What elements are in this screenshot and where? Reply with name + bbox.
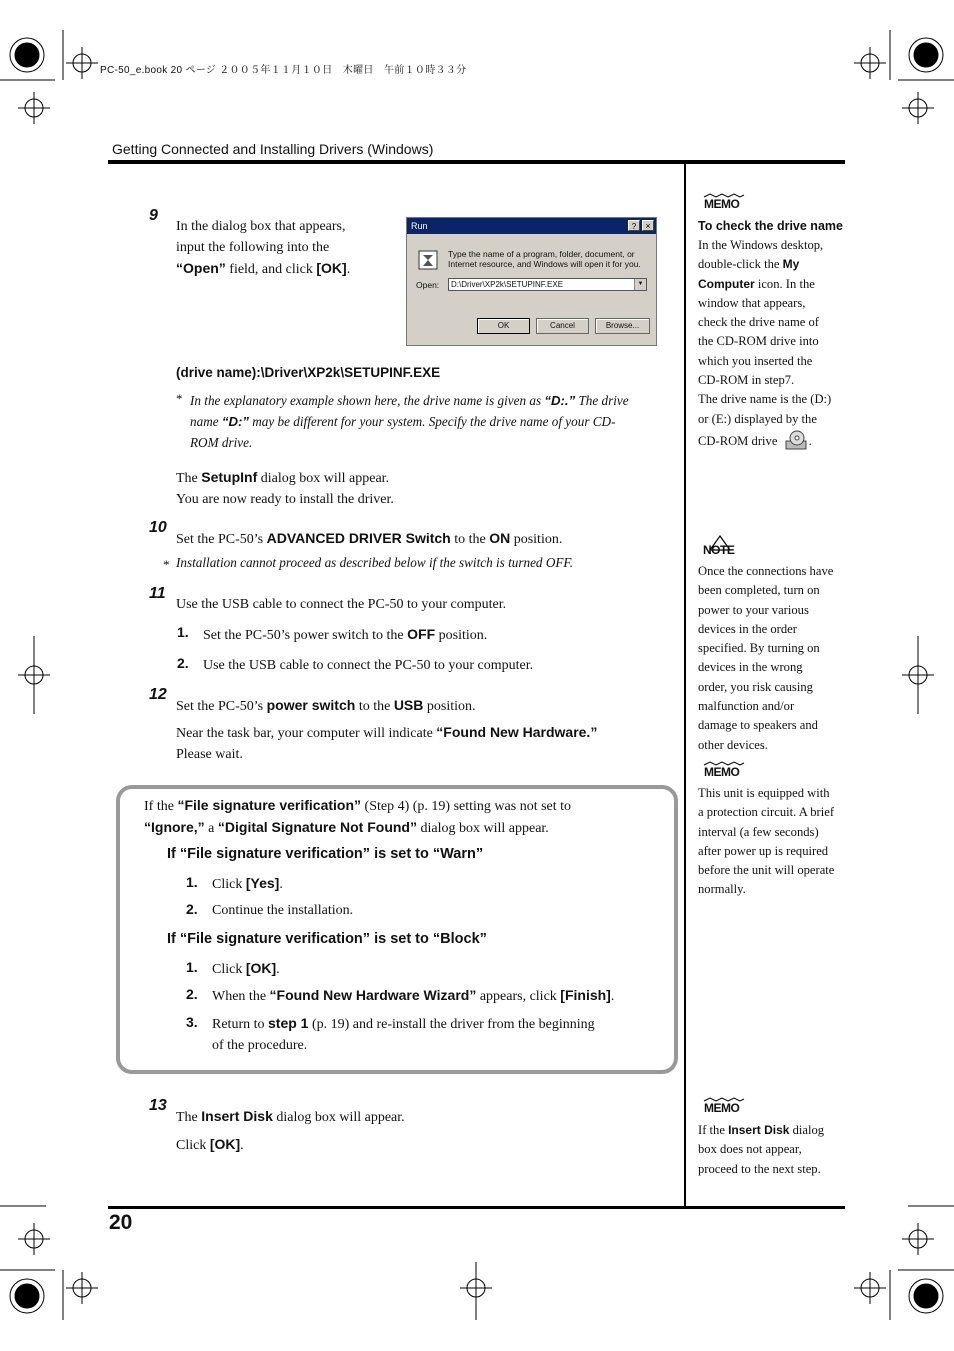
open-label: Open: <box>416 280 440 290</box>
memo2-body: This unit is equipped with a protection circuit. A brief interval (a few seconds) after power up is required before the unit will operate normally. <box>698 786 835 897</box>
cd-rom-drive-icon <box>785 429 809 451</box>
step-number-12: 12 <box>149 686 167 703</box>
block-heading: If “File signature verification” is set to “Block” <box>167 931 487 947</box>
memo-icon: MEMO <box>702 1097 746 1117</box>
close-button[interactable]: × <box>642 220 654 231</box>
warn-item-2-text: Continue the installation. <box>212 903 354 918</box>
run-dialog-screenshot <box>406 217 657 346</box>
step-9-text: In the dialog box that appears, input the following into the “Open” field, and click [OK]. <box>176 219 351 277</box>
block-item-2-text: When the “Found New Hardware Wizard” appears, click [Finish]. <box>212 987 615 1004</box>
column-divider <box>684 164 686 1208</box>
setup-path: (drive name):\Driver\XP2k\SETUPINF.EXE <box>176 365 441 380</box>
step-number-9: 9 <box>149 207 158 224</box>
note-icon: NOTE <box>702 534 742 558</box>
note-asterisk: * <box>176 391 183 406</box>
block-item-2-number: 2. <box>186 986 198 1002</box>
step-10-text: Set the PC-50’s ADVANCED DRIVER Switch to the ON position. <box>176 530 563 547</box>
warn-heading: If “File signature verification” is set to “Warn” <box>167 846 484 862</box>
step-12-detail: Near the task bar, your computer will indicate “Found New Hardware.” Please wait. <box>176 724 598 762</box>
step-number-13: 13 <box>149 1097 167 1114</box>
step-number-10: 10 <box>149 519 167 536</box>
step-11-sub2-text: Use the USB cable to connect the PC-50 to your computer. <box>203 658 534 673</box>
memo-icon: MEMO <box>702 193 746 213</box>
dropdown-arrow-icon[interactable]: ▼ <box>634 279 646 290</box>
step-11-text: Use the USB cable to connect the PC-50 to your computer. <box>176 597 507 612</box>
drive-name-note: In the explanatory example shown here, the drive name is given as “D:.” The drive name “D:” may be different for your system. Specify the drive name of your CD- ROM drive. <box>190 393 629 450</box>
memo3-body: If the Insert Disk dialog box does not appear, proceed to the next step. <box>698 1123 825 1176</box>
section-title: Getting Connected and Installing Drivers (Windows) <box>112 141 434 157</box>
setupinf-text: The SetupInf dialog box will appear. You are now ready to install the driver. <box>176 469 394 507</box>
warn-item-1-number: 1. <box>186 874 198 890</box>
box-intro: If the “File signature verification” (Step 4) (p. 19) setting was not set to “Ignore,” a “Digital Signature Not Found” dialog box will appear. <box>144 797 572 836</box>
step-number-11: 11 <box>149 585 166 602</box>
help-button[interactable]: ? <box>628 220 640 231</box>
cancel-button[interactable]: Cancel <box>536 318 589 334</box>
run-dialog-titlebar: Run ? × <box>407 218 656 234</box>
browse-button[interactable]: Browse... <box>595 318 650 334</box>
run-program-icon <box>417 249 439 271</box>
note-asterisk-10: * <box>163 557 170 572</box>
memo1-heading: To check the drive name <box>698 219 843 233</box>
block-item-3-text: Return to step 1 (p. 19) and re-install the driver from the beginning of the procedure. <box>212 1015 595 1053</box>
step-11-sub1-text: Set the PC-50’s power switch to the OFF position. <box>203 626 488 643</box>
block-item-3-number: 3. <box>186 1014 198 1030</box>
open-input[interactable]: D:\Driver\XP2k\SETUPINF.EXE ▼ <box>448 278 647 291</box>
book-info: PC-50_e.book 20 ページ ２００５年１１月１０日 木曜日 午前１０時３３分 <box>100 65 467 76</box>
block-item-1-number: 1. <box>186 959 198 975</box>
memo1-body: In the Windows desktop, double-click the My Computer icon. In the window that appears, check the drive name of the CD-ROM drive into which you inserted the CD-ROM in step7. The drive name is the (D:) or (E:) displayed by the CD-ROM drive . <box>698 236 858 451</box>
warn-item-2-number: 2. <box>186 901 198 917</box>
page-number: 20 <box>109 1211 133 1234</box>
warn-item-1-text: Click [Yes]. <box>212 875 283 892</box>
step-10-note: Installation cannot proceed as described below if the switch is turned OFF. <box>176 555 574 570</box>
step-13-click: Click [OK]. <box>176 1136 244 1153</box>
header-rule <box>108 160 845 164</box>
note-body: Once the connections have been completed, turn on power to your various devices in the order specified. By turning on devices in the wrong order, you risk causing malfunction and/or damage to speakers and other devices. <box>698 564 834 752</box>
step-11-sub1-number: 1. <box>177 624 189 640</box>
step-12-text: Set the PC-50’s power switch to the USB position. <box>176 697 476 714</box>
step-11-sub2-number: 2. <box>177 655 189 671</box>
block-item-1-text: Click [OK]. <box>212 960 280 977</box>
memo-icon: MEMO <box>702 761 746 781</box>
footer-rule <box>108 1206 845 1209</box>
run-dialog-description: Type the name of a program, folder, document, or Internet resource, and Windows will open it for you. <box>448 249 641 269</box>
step-13-text: The Insert Disk dialog box will appear. <box>176 1108 405 1125</box>
ok-button[interactable]: OK <box>477 318 530 334</box>
